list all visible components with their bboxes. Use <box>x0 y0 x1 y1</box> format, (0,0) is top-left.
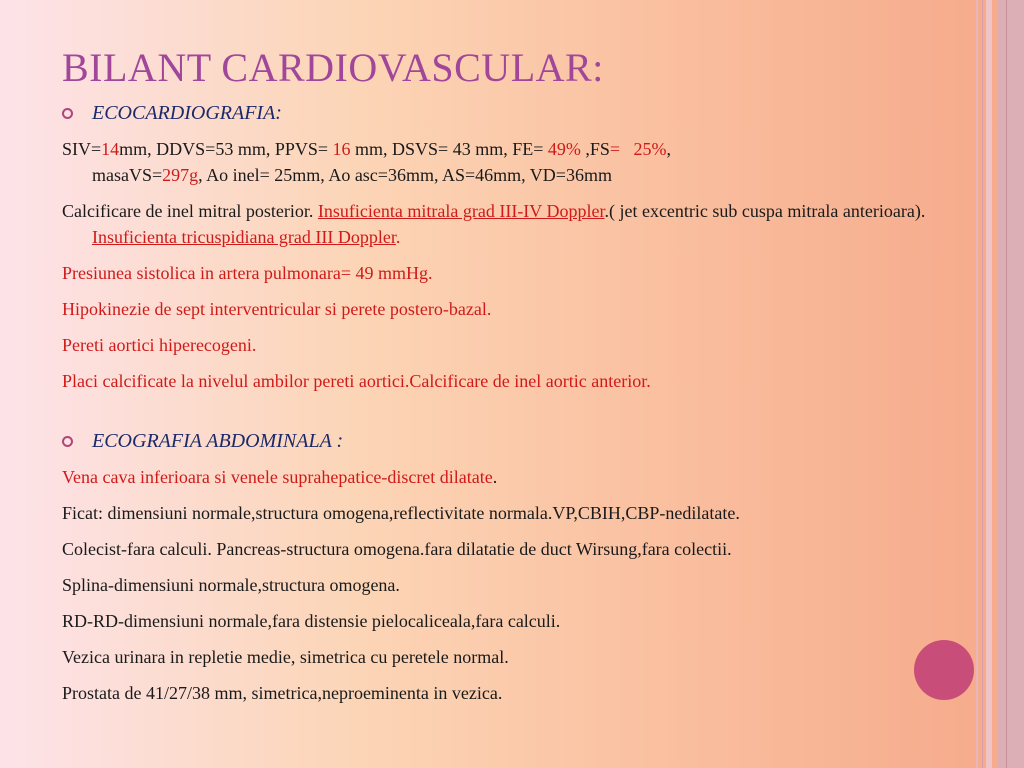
value-ppvs: 16 <box>332 139 351 159</box>
decorative-stripes <box>976 0 1024 768</box>
section-heading: ECOCARDIOGRAFIA: <box>92 102 282 124</box>
slide-title: BILANT CARDIOVASCULAR: <box>62 45 604 90</box>
text: = <box>609 139 621 159</box>
finding-line: Vezica urinara in repletie medie, simetrica cu peretele normal. <box>62 647 509 667</box>
value-siv: 14 <box>101 139 120 159</box>
bullet-icon <box>62 108 73 119</box>
text: : <box>331 430 344 452</box>
calcification-paragraph <box>62 198 942 250</box>
stripe <box>1006 0 1007 768</box>
text: ,FS <box>580 139 610 159</box>
text: SIV= <box>62 139 102 159</box>
bullet-ecografia-abdominala <box>62 428 942 454</box>
text: . <box>492 467 498 487</box>
bullet-ecocardiografia <box>62 100 942 126</box>
bullet-icon <box>62 436 73 447</box>
text: Calcificare de inel mitral posterior. <box>62 201 318 221</box>
text: mm, DSVS= 43 mm, FE= <box>350 139 548 159</box>
text: Vena cava inferioara si venele suprahepatice-discret dilatate <box>62 467 493 487</box>
text: mm, DDVS=53 mm, PPVS= <box>119 139 333 159</box>
value-fs: 25% <box>633 139 667 159</box>
link-tricuspid[interactable]: Insuficienta tricuspidiana grad III Doppler <box>92 227 396 247</box>
link-mitral[interactable]: Insuficienta mitrala grad III-IV Doppler <box>317 201 605 221</box>
stripe <box>998 0 1024 768</box>
finding-line: Prostata de 41/27/38 mm, simetrica,neproeminenta in vezica. <box>62 683 503 703</box>
finding-line: Pereti aortici hiperecogeni. <box>62 335 257 355</box>
text: . <box>395 227 401 247</box>
slide-content <box>62 100 942 706</box>
text: , Ao inel= 25mm, Ao asc=36mm, AS=46mm, VD=36mm <box>198 165 612 185</box>
stripe <box>982 0 983 768</box>
finding-line: Colecist-fara calculi. Pancreas-structura omogena.fara dilatatie de duct Wirsung,fara colectii. <box>62 539 732 559</box>
stripe <box>986 0 992 768</box>
finding-line: Placi calcificate la nivelul ambilor pereti aortici.Calcificare de inel aortic anterior. <box>62 371 651 391</box>
finding-line: Splina-dimensiuni normale,structura omogena. <box>62 575 400 595</box>
stripe <box>976 0 978 768</box>
finding-line: Hipokinezie de sept interventricular si perete postero-bazal. <box>62 299 492 319</box>
finding-line: Presiunea sistolica in artera pulmonara= 49 mmHg. <box>62 263 433 283</box>
finding-line: RD-RD-dimensiuni normale,fara distensie pielocaliceala,fara calculi. <box>62 611 561 631</box>
value-masa: 297g <box>162 165 199 185</box>
text: masaVS= <box>92 165 163 185</box>
finding-line <box>62 464 942 490</box>
text: , <box>666 139 672 159</box>
section-heading: ECOGRAFIA ABDOMINALA <box>92 430 332 452</box>
value-fe: 49% <box>547 139 581 159</box>
measurements-paragraph <box>62 136 942 188</box>
text: .( jet excentric sub cuspa mitrala anterioara). <box>604 201 926 221</box>
finding-line: Ficat: dimensiuni normale,structura omogena,reflectivitate normala.VP,CBIH,CBP-nedilatate. <box>62 503 740 523</box>
